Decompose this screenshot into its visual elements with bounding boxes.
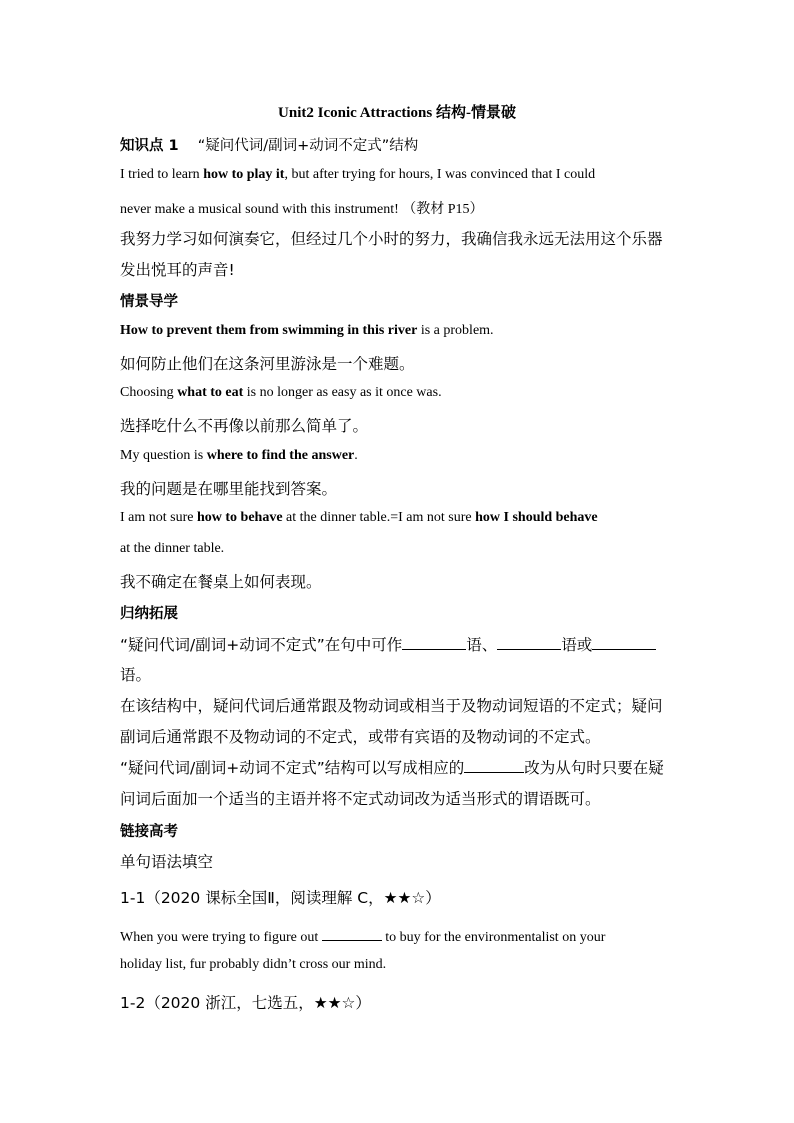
text-run: My question is bbox=[120, 448, 207, 463]
summary-line-4 bbox=[120, 756, 664, 778]
text-run: I am not sure bbox=[120, 510, 197, 525]
example-2-chinese: 选择吃什么不再像以前那么简单了。 bbox=[120, 417, 369, 435]
knowledge-point-text: “疑问代词/副词+动词不定式”结构 bbox=[197, 138, 419, 154]
intro-english-line-1 bbox=[120, 167, 595, 183]
fill-blank[interactable] bbox=[497, 635, 561, 650]
example-2-english bbox=[120, 385, 442, 401]
bold-phrase: what to eat bbox=[177, 385, 244, 400]
text-run: 语、 bbox=[466, 636, 498, 654]
example-4-english-line-1 bbox=[120, 510, 598, 526]
text-run: . bbox=[354, 448, 358, 463]
intro-english-line-2: never make a musical sound with this instrument! （教材 P15） bbox=[120, 202, 484, 217]
bold-phrase: How to prevent them from swimming in this river bbox=[120, 323, 418, 338]
example-3-english bbox=[120, 448, 358, 464]
text-run: to buy for the environmentalist on your bbox=[381, 930, 606, 945]
summary-line-3: 副词后通常跟不及物动词的不定式，或带有宾语的及物动词的不定式。 bbox=[120, 728, 601, 746]
text-run: 改为从句时只要在疑 bbox=[524, 759, 664, 777]
example-3-chinese: 我的问题是在哪里能找到答案。 bbox=[120, 480, 338, 498]
intro-chinese-line-2: 发出悦耳的声音! bbox=[120, 261, 235, 279]
fill-blank[interactable] bbox=[402, 635, 466, 650]
fill-blank[interactable] bbox=[464, 758, 524, 773]
question-1-line-2: holiday list, fur probably didn’t cross our mind. bbox=[120, 957, 387, 972]
knowledge-point-label: 知识点 1 bbox=[120, 138, 179, 154]
summary-line-1 bbox=[120, 633, 656, 655]
bold-phrase: where to find the answer bbox=[206, 448, 355, 463]
text-run: “疑问代词/副词+动词不定式”结构可以写成相应的 bbox=[120, 759, 465, 777]
example-1-chinese: 如何防止他们在这条河里游泳是一个难题。 bbox=[120, 355, 415, 373]
fill-blank[interactable] bbox=[592, 635, 656, 650]
bold-phrase: how to play it bbox=[203, 167, 285, 182]
question-2-label: 1-2（2020 浙江，七选五，★★☆） bbox=[120, 994, 371, 1012]
bold-phrase: how to behave bbox=[196, 510, 283, 525]
text-run: I tried to learn bbox=[120, 167, 204, 182]
example-4-chinese: 我不确定在餐桌上如何表现。 bbox=[120, 573, 322, 591]
bold-phrase: how I should behave bbox=[475, 510, 598, 525]
example-4-english-line-2: at the dinner table. bbox=[120, 541, 225, 556]
text-run: , but after trying for hours, I was convinced that I could bbox=[284, 167, 596, 182]
section-heading-guide: 情景导学 bbox=[120, 294, 178, 310]
question-1-line-1 bbox=[120, 926, 605, 946]
answer-blank[interactable] bbox=[322, 926, 382, 941]
text-run: is no longer as easy as it once was. bbox=[243, 385, 442, 400]
text-run: at the dinner table.=I am not sure bbox=[282, 510, 476, 525]
section-heading-summary: 归纳拓展 bbox=[120, 606, 178, 622]
text-run: “疑问代词/副词+动词不定式”在句中可作 bbox=[120, 636, 403, 654]
summary-line-1b: 语。 bbox=[120, 666, 152, 684]
intro-chinese-line-1: 我努力学习如何演奏它，但经过几个小时的努力，我确信我永远无法用这个乐器 bbox=[120, 230, 663, 248]
summary-line-5: 问词后面加一个适当的主语并将不定式动词改为适当形式的谓语既可。 bbox=[120, 790, 601, 808]
section-heading-exam: 链接高考 bbox=[120, 824, 178, 840]
text-run: Choosing bbox=[120, 385, 178, 400]
text-run: 语或 bbox=[561, 636, 593, 654]
text-run: is a problem. bbox=[417, 323, 494, 338]
example-1-english bbox=[120, 323, 494, 339]
exam-subheading: 单句语法填空 bbox=[120, 853, 214, 871]
text-run: When you were trying to figure out bbox=[120, 930, 322, 945]
page-title: Unit2 Iconic Attractions 结构-情景破 bbox=[278, 105, 516, 121]
question-1-label: 1-1（2020 课标全国Ⅱ，阅读理解 C，★★☆） bbox=[120, 889, 441, 907]
knowledge-point-heading bbox=[120, 134, 418, 155]
summary-line-2: 在该结构中，疑问代词后通常跟及物动词或相当于及物动词短语的不定式；疑问 bbox=[120, 697, 663, 715]
